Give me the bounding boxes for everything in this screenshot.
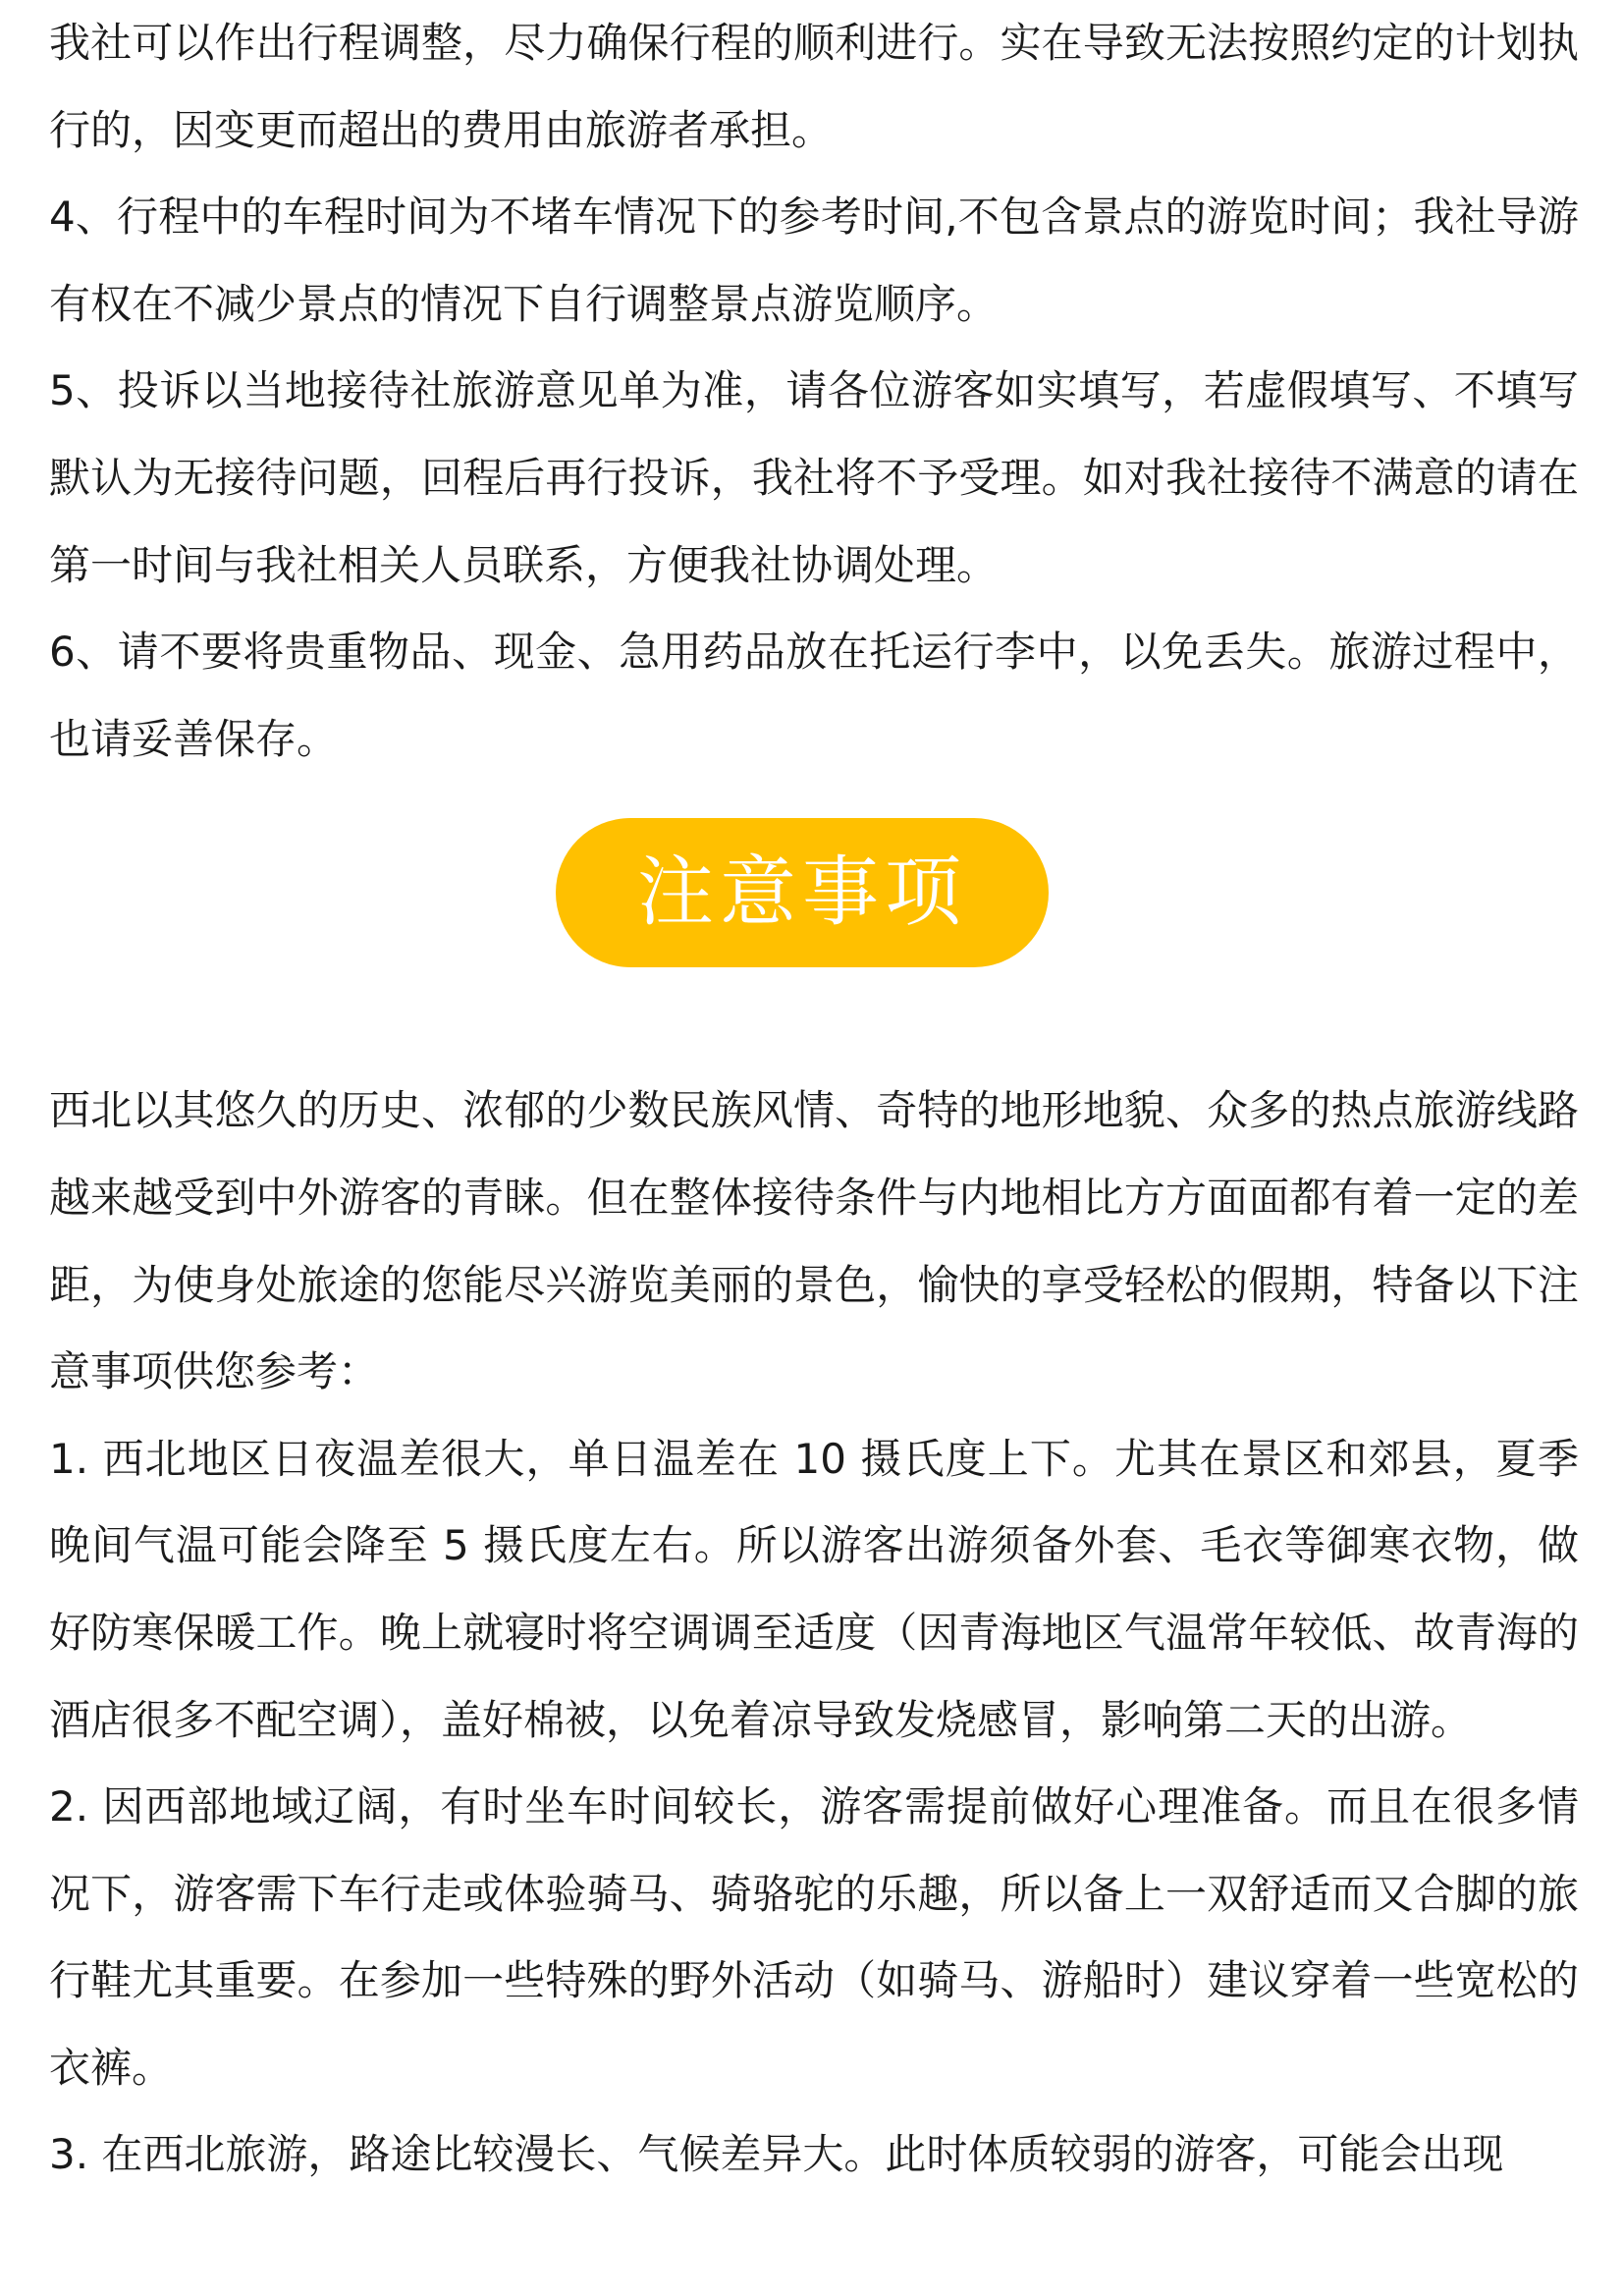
notice-heading-badge: 注意事项: [556, 818, 1049, 967]
terms-item-5: 5、投诉以当地接待社旅游意见单为准，请各位游客如实填写，若虚假填写、不填写默认为无接待问题，回程后再行投诉，我社将不予受理。如对我社接待不满意的请在第一时间与我社相关人员联系，方便我社协调处理。: [49, 366, 1579, 589]
terms-item-4: 4、行程中的车程时间为不堵车情况下的参考时间,不包含景点的游览时间；我社导游有权在不减少景点的情况下自行调整景点游览顺序。: [49, 192, 1579, 328]
document-page: [49, 0, 1579, 2199]
terms-item-6: 6、请不要将贵重物品、现金、急用药品放在托运行李中，以免丢失。旅游过程中，也请妥善保存。: [49, 628, 1579, 763]
notice-section: [49, 1067, 1579, 2199]
notice-item-3: 3. 在西北旅游，路途比较漫长、气候差异大。此时体质较弱的游客，可能会出现: [49, 2130, 1504, 2179]
terms-paragraph-continuation: 我社可以作出行程调整，尽力确保行程的顺利进行。实在导致无法按照约定的计划执行的，因变更而超出的费用由旅游者承担。: [49, 19, 1579, 154]
notice-item-2: 2. 因西部地域辽阔，有时坐车时间较长，游客需提前做好心理准备。而且在很多情况下，游客需下车行走或体验骑马、骑骆驼的乐趣，所以备上一双舒适而又合脚的旅行鞋尤其重要。在参加一些特殊的野外活动（如骑马、游船时）建议穿着一些宽松的衣裤。: [49, 1782, 1579, 2092]
terms-section: [49, 0, 1579, 783]
notice-intro: 西北以其悠久的历史、浓郁的少数民族风情、奇特的地形地貌、众多的热点旅游线路越来越受到中外游客的青睐。但在整体接待条件与内地相比方方面面都有着一定的差距，为使身处旅途的您能尽兴游览美丽的景色，愉快的享受轻松的假期，特备以下注意事项供您参考：: [49, 1086, 1579, 1396]
notice-item-1: 1. 西北地区日夜温差很大，单日温差在 10 摄氏度上下。尤其在景区和郊县，夏季晚间气温可能会降至 5 摄氏度左右。所以游客出游须备外套、毛衣等御寒衣物，做好防寒保暖工作。晚上就寝时将空调调至适度（因青海地区气温常年较低、故青海的酒店很多不配空调），盖好棉被，以免着凉导致发烧感冒，影响第二天的出游。: [49, 1434, 1579, 1744]
section-heading-wrapper: [49, 783, 1579, 1067]
